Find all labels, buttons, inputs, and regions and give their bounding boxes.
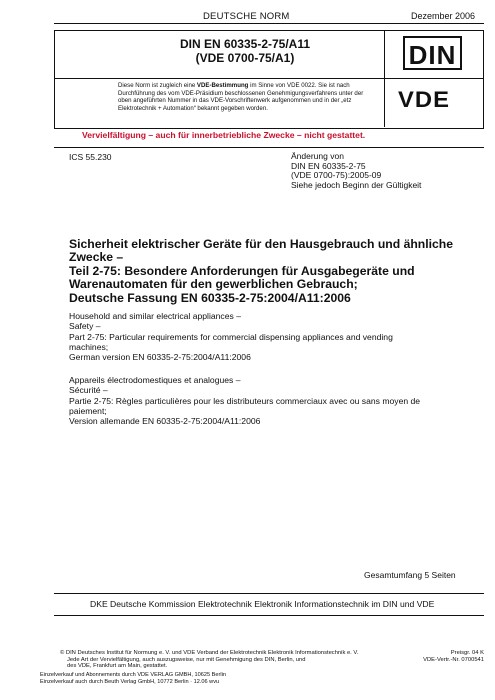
title-german-line: Zwecke – [69,250,124,265]
dke-divider [54,593,484,594]
vde-sales-number: VDE-Vertr.-Nr. 0700541 [423,656,484,663]
change-line: DIN EN 60335-2-75 [291,160,366,171]
title-french-line: paiement; [69,405,107,416]
din-logo [403,36,462,70]
title-german-line: Deutsche Fassung EN 60335-2-75:2004/A11:2006 [69,290,351,305]
title-french-line: Partie 2-75: Règles particulières pour les distributeurs commerciaux avec ou sans moyen de [69,395,421,406]
copyright-line: des VDE, Frankfurt am Main, gestattet. [67,663,168,670]
title-english-line: machines; [69,341,109,352]
change-line: Änderung von [291,151,344,161]
vde-notice [118,82,376,112]
title-french-line: Version allemande EN 60335-2-75:2004/A11:2006 [69,416,261,427]
change-line: Siehe jedoch Beginn der Gültigkeit [291,179,422,190]
title-german-line: Teil 2-75: Besondere Anforderungen für Ausgabegeräte und [69,263,415,278]
price-group: Preisgr. 04 K [450,650,484,656]
title-french-line: Sécurité – [69,385,108,396]
warning-divider [54,147,484,148]
publication-date: Dezember 2006 [411,11,476,21]
title-box-horizontal-divider [54,78,483,79]
notice-text-2: im Sinne von VDE 0022. Sie ist nach Durchführung des vom VDE-Präsidium beschlossenen Genehmigungsverfahrens unter der oben angeführten Nummer in das VDE-Vorschriftenwerk aufgenommen und in der „etz Elektrotechnik + Automation“ bekannt gegeben worden. [118,82,364,112]
notice-text-bold: VDE-Bestimmung [196,82,249,89]
copy-warning: Vervielfältigung – auch für innerbetriebliche Zwecke – nicht gestattet. [82,130,366,140]
sales-line: Einzelverkauf und Abonnements durch VDE VERLAG GMBH, 10625 Berlin [40,672,226,678]
title-english-line: Safety – [69,321,101,332]
footer-divider [54,615,484,616]
change-line: (VDE 0700-75):2005-09 [291,170,382,181]
header-divider [54,23,484,24]
title-german-line: Sicherheit elektrischer Geräte für den Hausgebrauch und ähnliche [69,237,454,251]
title-french [69,375,469,426]
copyright-line: Jede Art der Vervielfältigung, auch auszugsweise, nur mit Genehmigung des DIN, Berlin, und [67,656,306,663]
ics-code: ICS 55.230 [69,152,112,162]
total-pages: Gesamtumfang 5 Seiten [364,570,456,580]
price-info [410,650,484,663]
copyright-notice [60,650,390,670]
standard-number: DIN EN 60335-2-75/A11 [179,37,311,51]
vde-number: (VDE 0700-75/A1) [195,51,295,65]
copyright-line: © DIN Deutsches Institut für Normung e. V. und VDE Verband der Elektrotechnik Elektronik Informationstechnik e. V. [60,650,359,656]
dke-committee: DKE Deutsche Kommission Elektrotechnik Elektronik Informationstechnik im DIN und VDE [90,599,435,609]
norm-label: DEUTSCHE NORM [203,11,290,22]
sales-info [40,672,226,685]
vde-logo: VDE [398,87,451,112]
title-german-line: Warenautomaten für den gewerblichen Gebrauch; [69,277,358,292]
title-french-line: Appareils électrodomestiques et analogues – [69,375,241,385]
notice-text-1: Diese Norm ist zugleich eine [118,82,197,89]
change-notice [291,152,421,190]
title-english [69,311,469,362]
din-logo-text: DIN [408,40,457,70]
title-english-line: Household and similar electrical appliances – [69,311,241,321]
sales-line: Einzelverkauf auch durch Beuth Verlag GmbH, 10772 Berlin · 12.06 wvu [40,678,220,685]
title-german [69,238,469,305]
title-english-line: Part 2-75: Particular requirements for commercial dispensing appliances and vending [69,331,393,342]
title-english-line: German version EN 60335-2-75:2004/A11:2006 [69,352,251,363]
